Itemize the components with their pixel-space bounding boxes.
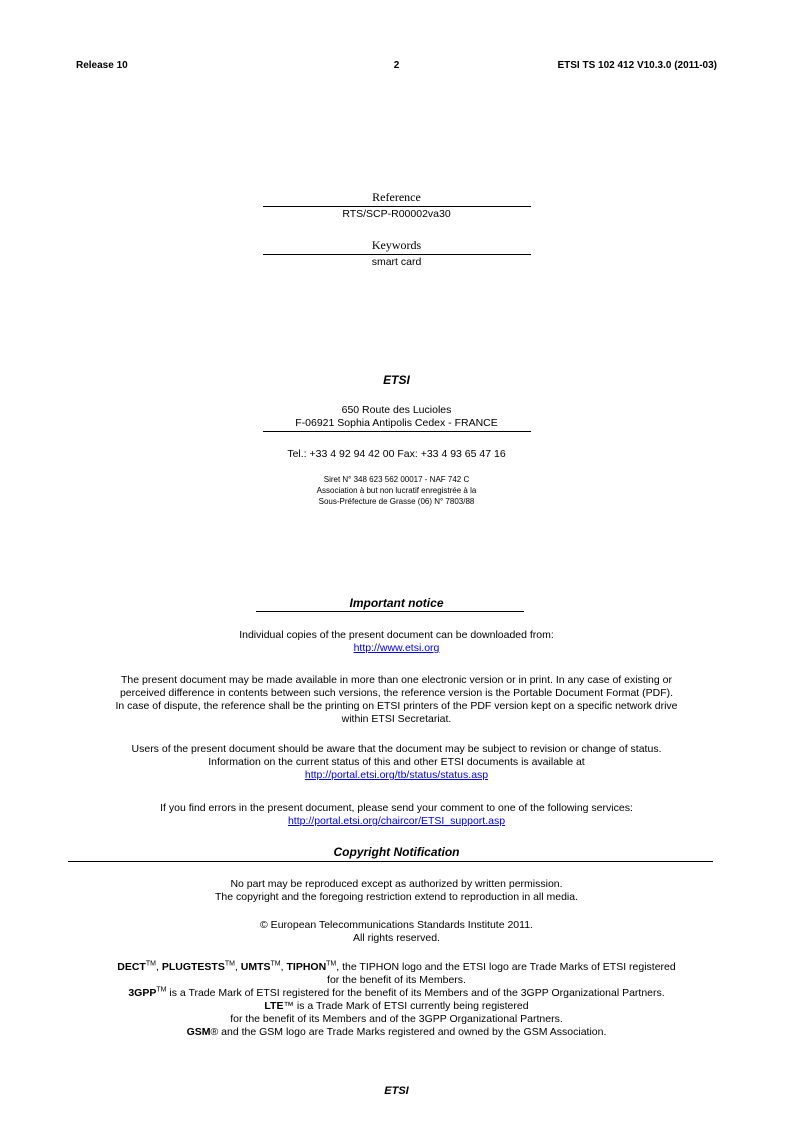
tm-dect: DECT <box>117 961 146 973</box>
important-notice-title: Important notice <box>349 596 444 610</box>
reference-label: Reference <box>372 190 421 204</box>
tm-tiphon: TIPHON <box>286 961 327 973</box>
reference-value: RTS/SCP-R00002va30 <box>342 208 451 220</box>
address-rule <box>263 431 531 432</box>
para1-line1: The present document may be made available in more than one electronic version or in print. In any case of existing or <box>121 674 672 686</box>
tm-lte-mark: ™ <box>283 1000 294 1012</box>
tm-gsm-rest: ® and the GSM logo are Trade Marks registered and owned by the GSM Association. <box>210 1026 607 1038</box>
download-text: Individual copies of the present document can be downloaded from: <box>239 629 554 641</box>
copyright-line1: No part may be reproduced except as authorized by written permission. <box>230 878 563 890</box>
copyright-rule <box>68 861 713 862</box>
tm-sup: TM <box>145 960 156 968</box>
tm-plugtests: PLUGTESTS <box>161 961 225 973</box>
tm-lte-rest: is a Trade Mark of ETSI currently being registered <box>293 1000 529 1012</box>
address-siret-1: Siret N° 348 623 562 00017 - NAF 742 C <box>323 475 470 484</box>
para2-line1: Users of the present document should be aware that the document may be subject to revision or change of status. <box>131 743 662 755</box>
address-tel: Tel.: +33 4 92 94 42 00 Fax: +33 4 93 65 47 16 <box>287 448 506 460</box>
tm-sep: , <box>280 961 287 973</box>
para3-text: If you find errors in the present document, please send your comment to one of the following services: <box>160 802 633 814</box>
header-release: Release 10 <box>76 60 128 71</box>
tm-sup: TM <box>270 960 281 968</box>
status-link[interactable]: http://portal.etsi.org/tb/status/status.asp <box>304 769 489 781</box>
tm-lte: LTE <box>264 1000 284 1012</box>
tm-line1-rest: , the TIPHON logo and the ETSI logo are Trade Marks of ETSI registered <box>336 961 676 973</box>
trademark-line6 <box>0 1026 793 1038</box>
para1-line2: perceived difference in contents between such versions, the reference version is the Portable Document Format (PDF). <box>119 687 674 699</box>
trademark-line2: for the benefit of its Members. <box>327 974 466 986</box>
download-link[interactable]: http://www.etsi.org <box>353 642 440 654</box>
reference-rule <box>263 206 531 207</box>
support-link[interactable]: http://portal.etsi.org/chaircor/ETSI_support.asp <box>287 815 506 827</box>
tm-sup: TM <box>156 986 167 994</box>
tm-3gpp: 3GPP <box>128 987 157 999</box>
tm-sup: TM <box>326 960 337 968</box>
copyright-line3: © European Telecommunications Standards Institute 2011. <box>260 919 533 931</box>
trademark-line4 <box>0 1000 793 1012</box>
header-doc-id: ETSI TS 102 412 V10.3.0 (2011-03) <box>557 60 717 71</box>
keywords-rule <box>263 254 531 255</box>
keywords-value: smart card <box>371 256 422 268</box>
important-notice-rule <box>256 611 524 612</box>
tm-3gpp-rest: is a Trade Mark of ETSI registered for the benefit of its Members and of the 3GPP Organizational Partners. <box>166 987 665 999</box>
footer-org: ETSI <box>384 1085 409 1097</box>
trademark-line5: for the benefit of its Members and of the 3GPP Organizational Partners. <box>230 1013 563 1025</box>
tm-sep: , <box>234 961 241 973</box>
para1-line4: within ETSI Secretariat. <box>341 713 452 725</box>
copyright-title: Copyright Notification <box>333 845 460 859</box>
tm-umts: UMTS <box>240 961 271 973</box>
tm-sup: TM <box>224 960 235 968</box>
address-line2: F-06921 Sophia Antipolis Cedex - FRANCE <box>295 417 498 429</box>
tm-gsm: GSM <box>186 1026 211 1038</box>
copyright-line4: All rights reserved. <box>353 932 440 944</box>
tm-sep: , <box>155 961 162 973</box>
address-siret-2: Association à but non lucratif enregistrée à la <box>316 486 477 495</box>
para1-line3: In case of dispute, the reference shall be the printing on ETSI printers of the PDF version kept on a specific network drive <box>115 700 678 712</box>
trademark-line3 <box>0 987 793 999</box>
keywords-label: Keywords <box>371 238 422 252</box>
para2-line2: Information on the current status of this and other ETSI documents is available at <box>208 756 585 768</box>
address-siret-3: Sous-Préfecture de Grasse (06) N° 7803/88 <box>318 497 475 506</box>
header-page-number: 2 <box>393 60 400 71</box>
trademark-line1 <box>0 961 793 973</box>
copyright-line2: The copyright and the foregoing restriction extend to reproduction in all media. <box>214 891 579 903</box>
address-line1: 650 Route des Lucioles <box>341 404 452 416</box>
address-org: ETSI <box>383 373 410 387</box>
